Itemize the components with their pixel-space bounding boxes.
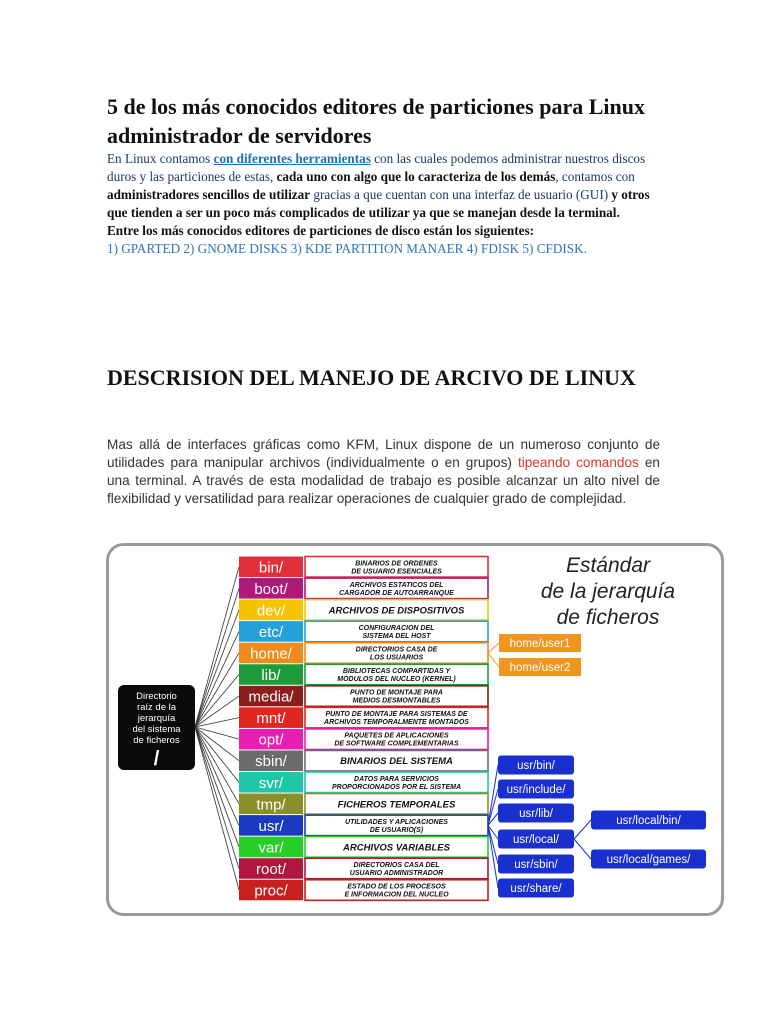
bold-run: y otros que tienden a ser un poco más complicados de utilizar ya que se manejan desde la terminal. xyxy=(107,187,650,220)
dir-description-line: LOS USUARIOS xyxy=(369,654,424,662)
section-paragraph-editors xyxy=(107,150,667,258)
dir-name-label: proc/ xyxy=(254,882,288,900)
dir-description-line: ARCHIVOS ESTATICOS DEL xyxy=(349,581,444,589)
dir-name-label: var/ xyxy=(258,839,284,857)
bold-run: administradores sencillos de utilizar xyxy=(107,187,311,202)
dir-description-line: PUNTO DE MONTAJE PARA xyxy=(350,689,443,697)
dir-description-line: ESTADO DE LOS PROCESOS xyxy=(347,883,446,891)
dir-description-line: CARGADOR DE AUTOARRANQUE xyxy=(339,589,454,597)
bold-run: cada uno con algo que lo caracteriza de los demás xyxy=(276,169,556,184)
text-run: con las cuales podemos administrar nuestros discos duros y las particiones de estas, xyxy=(107,151,646,184)
highlight-run: tipeando comandos xyxy=(517,455,639,470)
section-title-file-management: DESCRISION DEL MANEJO DE ARCIVO DE LINUX xyxy=(107,365,636,390)
root-label-line: jerarquía xyxy=(137,713,176,724)
text-run: En Linux contamos xyxy=(107,151,214,166)
root-label-line: de ficheros xyxy=(133,735,180,746)
usr-child-label: usr/sbin/ xyxy=(514,859,558,871)
dir-name-label: mnt/ xyxy=(256,710,286,728)
dir-description-line: MODULOS DEL NUCLEO (KERNEL) xyxy=(337,676,456,684)
dir-name-label: root/ xyxy=(255,860,287,878)
text-run: Mas allá de interfaces gráficas como KFM, Linux dispone de un numeroso conjunto de utilidades para manipular archivos (individualmente o en grupos) xyxy=(107,437,660,470)
usr-child-label: usr/include/ xyxy=(506,784,566,796)
section-paragraph-file-management xyxy=(107,436,660,508)
dir-name-label: boot/ xyxy=(254,580,288,598)
dir-description-line: DE USUARIO ESENCIALES xyxy=(351,568,442,576)
dir-name-label: etc/ xyxy=(258,623,284,641)
dir-description-line: MEDIOS DESMONTABLES xyxy=(352,697,441,705)
text-run: , contamos con xyxy=(555,169,635,184)
dir-description-line: USUARIO ADMINISTRADOR xyxy=(349,869,444,877)
home-child-label: home/user1 xyxy=(509,638,571,650)
usr-child-label: usr/share/ xyxy=(510,883,562,895)
dir-description-line: BIBLIOTECAS COMPARTIDAS Y xyxy=(342,668,451,676)
dir-name-label: tmp/ xyxy=(256,796,286,814)
usr-child-label: usr/lib/ xyxy=(519,808,553,820)
dir-name-label: sbin/ xyxy=(255,753,287,771)
dir-name-label: bin/ xyxy=(258,559,284,577)
local-child-label: usr/local/bin/ xyxy=(616,815,681,827)
diagram-title-line: de la jerarquía xyxy=(540,580,676,603)
dir-description-line: ARCHIVOS DE DISPOSITIVOS xyxy=(328,605,465,617)
dir-description-line: PROPORCIONADOS POR EL SISTEMA xyxy=(332,783,461,791)
dir-description-line: UTILIDADES Y APLICACIONES xyxy=(345,818,448,826)
dir-description-line: ARCHIVOS TEMPORALMENTE MONTADOS xyxy=(324,719,469,727)
dir-description-line: DIRECTORIOS CASA DE xyxy=(355,646,438,654)
dir-description-line: SISTEMA DEL HOST xyxy=(362,632,431,640)
dir-name-label: dev/ xyxy=(256,602,286,620)
root-symbol: / xyxy=(153,748,160,770)
dir-description-line: PAQUETES DE APLICACIONES xyxy=(344,732,449,740)
dir-name-label: home/ xyxy=(250,645,292,663)
dir-description-line: CONFIGURACION DEL xyxy=(358,624,435,632)
usr-child-label: usr/local/ xyxy=(512,834,560,846)
bold-run: Entre los más conocidos editores de particiones de disco están los siguientes: xyxy=(107,223,535,238)
dir-name-label: lib/ xyxy=(261,667,281,685)
root-label-line: Directorio xyxy=(136,691,177,702)
diagram-title-line: de ficheros xyxy=(556,606,660,629)
dir-name-label: opt/ xyxy=(258,731,284,749)
dir-name-label: svr/ xyxy=(258,774,284,792)
local-child-label: usr/local/games/ xyxy=(606,854,691,866)
dir-description-line: FICHEROS TEMPORALES xyxy=(337,799,456,811)
dir-description-line: DIRECTORIOS CASA DEL xyxy=(353,861,440,869)
dir-description-line: ARCHIVOS VARIABLES xyxy=(343,842,450,854)
root-label-line: del sistema xyxy=(132,724,181,735)
root-label-line: raíz de la xyxy=(136,702,177,713)
dir-name-label: usr/ xyxy=(258,817,284,835)
dir-description-line: DE SOFTWARE COMPLEMENTARIAS xyxy=(334,740,459,748)
home-child-label: home/user2 xyxy=(509,662,571,674)
section-title-editors: 5 de los más conocidos editores de particiones para Linux administrador de servidores xyxy=(107,94,646,148)
text-run: gracias a que cuentan con una interfaz de usuario (GUI) xyxy=(310,187,612,202)
dir-description-line: BINARIOS DEL SISTEMA xyxy=(340,756,453,768)
dir-description-line: DE USUARIO(S) xyxy=(369,826,424,834)
dir-description-line: E INFORMACION DEL NUCLEO xyxy=(344,891,449,899)
dir-name-label: media/ xyxy=(248,688,294,706)
dir-description-line: BINARIOS DE ORDENES xyxy=(355,560,438,568)
diagram-title-line: Estándar xyxy=(565,554,651,577)
dir-description-line: PUNTO DE MONTAJE PARA SISTEMAS DE xyxy=(325,711,468,719)
editors-list: 1) GPARTED 2) GNOME DISKS 3) KDE PARTITION MANAER 4) FDISK 5) CFDISK. xyxy=(107,241,587,256)
herramientas-link[interactable]: con diferentes herramientas xyxy=(213,151,371,166)
text-run: en una terminal. A través de esta modalidad de trabajo es posible alcanzar un alto nivel de flexibilidad y versatilidad para realizar operaciones de cualquier grado de complejidad. xyxy=(107,455,660,506)
dir-description-line: DATOS PARA SERVICIOS xyxy=(354,775,439,783)
usr-child-label: usr/bin/ xyxy=(517,760,555,772)
filesystem-hierarchy-diagram xyxy=(106,543,724,916)
